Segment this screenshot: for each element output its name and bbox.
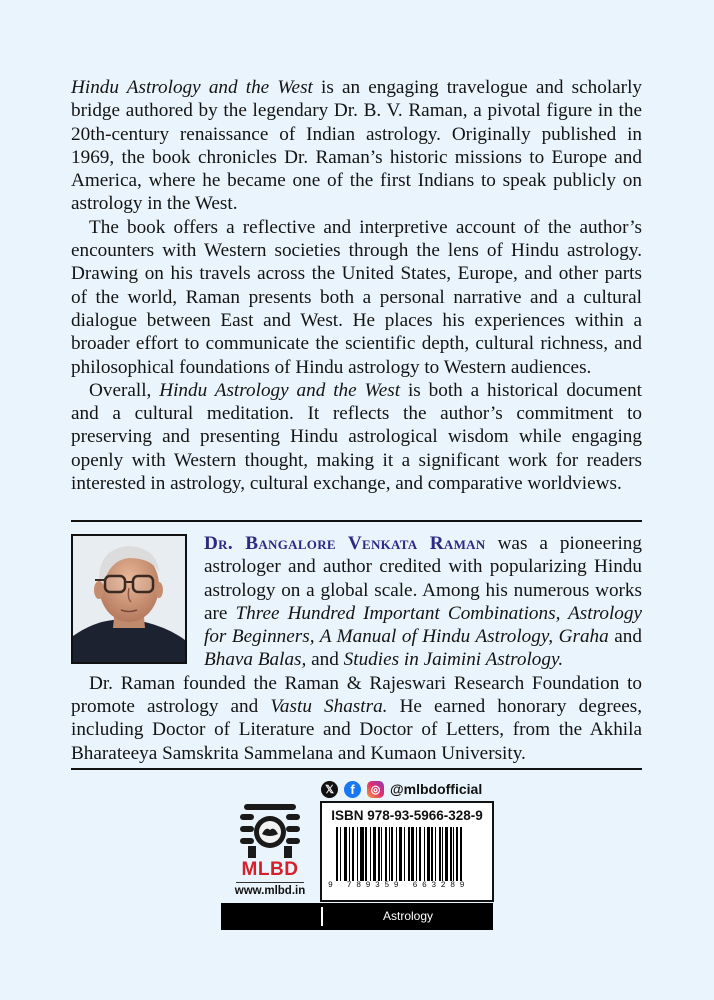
- book-description: [71, 76, 642, 495]
- barcode: [320, 801, 494, 902]
- isbn-label: ISBN 978-93-5966-328-9: [331, 808, 483, 823]
- author-bio: [71, 532, 642, 765]
- category-bar: [221, 903, 493, 930]
- author-bio-paragraph-2: Dr. Raman founded the Raman & Rajeswari Research Foundation to promote astrology and Vastu Shastra. He earned honorary degrees, including Doctor of Literature and Doctor of Letters, from the Akhila Bharateeya Samskrita Sammelana and Kumaon University.: [71, 672, 643, 764]
- book-title-italic: Hindu Astrology and the West: [159, 379, 401, 401]
- book-title-italic: Hindu Astrology and the West: [71, 77, 313, 98]
- mlbd-emblem-icon: [240, 802, 300, 858]
- description-paragraph-2: The book offers a reflective and interpretive account of the author’s encounters with Western societies through the lens of Hindu astrology. Drawing on his travels across the United States, Europe, and other parts of the world, Raman presents both a personal narrative and a cultural dialogue between East and West. He places his experiences within a broader effort to communicate the scientific depth, cultural richness, and philosophical foundations of Hindu astrology to Western audiences.: [71, 216, 642, 378]
- works-list-2: Bhava Balas,: [204, 649, 307, 671]
- social-handle[interactable]: @mlbdofficial: [390, 781, 483, 797]
- publisher-name: MLBD: [241, 859, 299, 880]
- works-list-3: Studies in Jaimini Astrology.: [343, 649, 564, 671]
- publisher-url[interactable]: www.mlbd.in: [234, 885, 306, 897]
- barcode-bars: [336, 827, 478, 881]
- category-label: Astrology: [382, 909, 434, 923]
- facebook-icon[interactable]: f: [344, 781, 361, 798]
- barcode-digits: 9 789359 663289: [328, 881, 470, 890]
- author-bio-paragraph-1: Dr. Bangalore Venkata Raman was a pioneering astrologer and author credited with popularizing Hindu astrology on a global scale. Among his numerous works are Three Hundred Important Combinations, Astrology for Beginners, A Manual of Hindu Astrology, Graha and Bhava Balas, and Studies in Jaimini Astrology.: [204, 533, 642, 671]
- description-paragraph-1: Hindu Astrology and the West is an engaging travelogue and scholarly bridge authored by the legendary Dr. B. V. Raman, a pivotal figure in the 20th-century renaissance of Indian astrology. Originally published in 1969, the book chronicles Dr. Raman’s historic missions to Europe and America, where he became one of the first Indians to speak publicly on astrology in the West.: [71, 77, 642, 215]
- publisher-divider: [236, 882, 304, 883]
- description-paragraph-3: Overall, Hindu Astrology and the West is both a historical document and a cultural meditation. It reflects the author’s commitment to preserving and presenting Hindu astrological wisdom while engaging openly with Western thought, making it a significant work for readers interested in astrology, cultural exchange, and comparative worldviews.: [71, 379, 643, 495]
- author-portrait-illustration: [73, 536, 185, 662]
- author-photo: [71, 534, 187, 664]
- divider-top: [71, 520, 642, 522]
- x-icon[interactable]: 𝕏: [321, 781, 338, 798]
- publisher-block: [222, 798, 318, 902]
- instagram-icon[interactable]: ◎: [367, 781, 384, 798]
- author-name: Dr. Bangalore Venkata Raman: [204, 533, 486, 554]
- social-links: [321, 778, 482, 800]
- works-list-1: Three Hundred Important Combinations, Astrology for Beginners, A Manual of Hindu Astrology, Graha: [204, 602, 642, 648]
- divider-bottom: [71, 768, 642, 770]
